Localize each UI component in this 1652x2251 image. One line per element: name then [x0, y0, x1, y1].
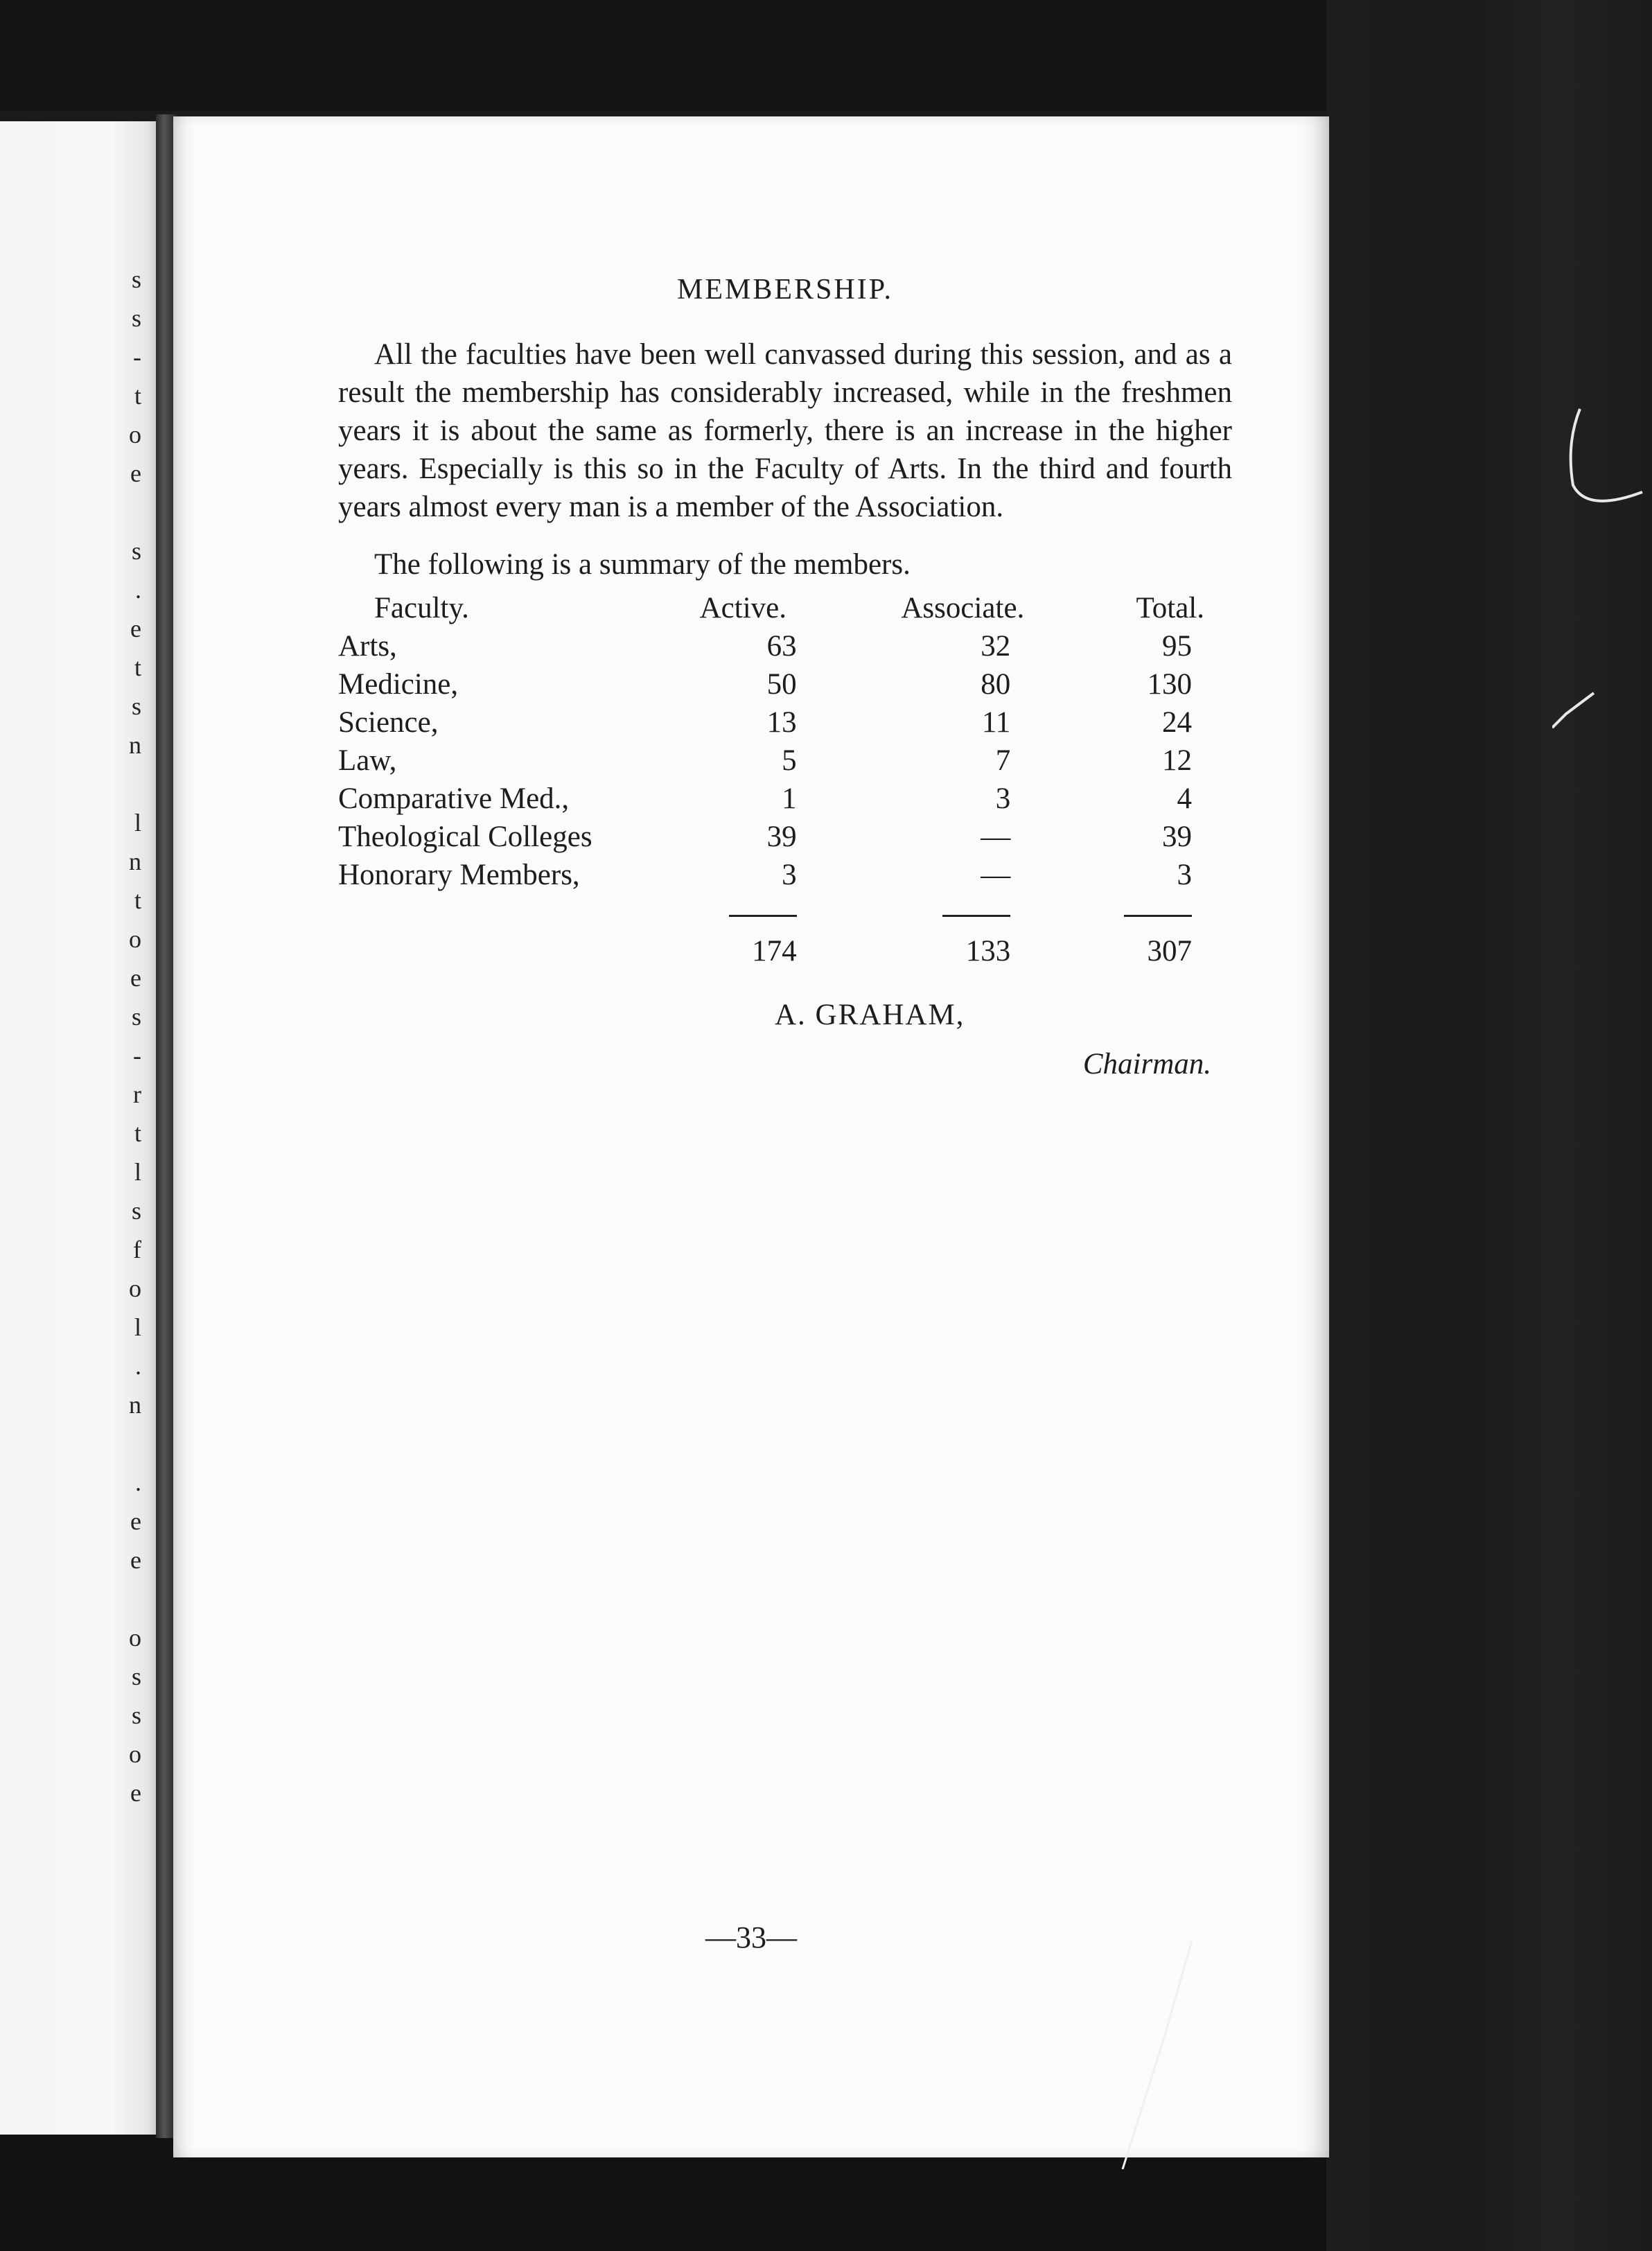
table-row — [338, 627, 1204, 665]
summary-intro: The following is a summary of the members. — [374, 548, 911, 581]
sum-rule — [942, 915, 1010, 917]
cell-total: 24 — [1162, 706, 1192, 739]
header-associate: Associate. — [901, 592, 1025, 624]
signature-title: Chairman. — [1082, 1048, 1211, 1080]
left-edge-letter: o — [129, 1624, 141, 1652]
left-edge-letter: o — [129, 1275, 141, 1302]
header-faculty: Faculty. — [374, 592, 469, 624]
cell-associate: — — [981, 821, 1011, 853]
table-header-row — [338, 589, 1204, 627]
table-row — [338, 780, 1204, 818]
cell-faculty: Medicine, — [338, 668, 459, 701]
left-edge-letter: o — [129, 421, 141, 448]
left-edge-letter: s — [131, 1701, 141, 1729]
left-edge-letter: l — [134, 1158, 141, 1186]
left-edge-letter: f — [133, 1236, 141, 1263]
left-edge-letter: o — [129, 1740, 141, 1768]
header-total: Total. — [1136, 592, 1204, 624]
left-edge-letter — [114, 1424, 141, 1463]
left-edge-letter: s — [131, 692, 141, 720]
cell-active: 63 — [766, 630, 797, 663]
left-edge-letter: . — [135, 1352, 141, 1380]
left-edge-letter: n — [129, 731, 141, 759]
header-active: Active. — [699, 592, 787, 624]
cell-active: 5 — [782, 744, 797, 777]
left-edge-letter — [114, 1579, 141, 1618]
left-edge-letter: e — [130, 964, 141, 992]
cell-associate: 80 — [981, 668, 1011, 701]
left-edge-letter: s — [131, 304, 141, 332]
total-active: 174 — [752, 935, 797, 967]
cell-faculty: Science, — [338, 706, 439, 739]
table-row — [338, 742, 1204, 780]
left-edge-letter: r — [133, 1080, 141, 1108]
left-edge-letter: - — [133, 1042, 141, 1069]
left-edge-letter: n — [129, 848, 141, 875]
left-edge-letter: e — [130, 615, 141, 642]
left-edge-letter: e — [130, 1779, 141, 1807]
left-edge-letter: s — [131, 537, 141, 565]
cell-active: 3 — [782, 859, 797, 891]
document-page — [173, 116, 1329, 2157]
left-edge-letter: t — [134, 654, 141, 681]
scan-background-right — [1326, 0, 1652, 2251]
left-page-edge-text — [114, 260, 141, 1812]
cell-faculty: Honorary Members, — [338, 859, 580, 891]
left-edge-letter: l — [134, 809, 141, 837]
table-row — [338, 665, 1204, 703]
sum-rule — [1124, 915, 1192, 917]
left-edge-letter: e — [130, 1507, 141, 1535]
cell-associate: — — [981, 859, 1011, 891]
left-edge-letter: l — [134, 1313, 141, 1341]
left-edge-letter: . — [135, 1469, 141, 1496]
cell-faculty: Law, — [338, 744, 397, 777]
left-edge-letter: o — [129, 925, 141, 953]
sum-rule — [729, 915, 797, 917]
left-edge-letter: s — [131, 1663, 141, 1690]
total-associate: 133 — [965, 935, 1011, 967]
left-facing-page — [0, 121, 161, 2135]
cell-active: 39 — [766, 821, 797, 853]
left-edge-letter: t — [134, 886, 141, 914]
page-content — [338, 273, 1232, 1081]
cell-total: 4 — [1177, 782, 1192, 815]
body-paragraph: All the faculties have been well canvassed during this session, and as a result the membership has considerably increased, while in the freshmen years it is about the same as formerly, there is an increase in the higher years. Especially is this so in the Faculty of Arts. In the third and fourth years almost every man is a member of the Association. — [338, 338, 1232, 523]
left-edge-letter — [114, 493, 141, 532]
cell-total: 12 — [1162, 744, 1192, 777]
table-row — [338, 818, 1204, 856]
cell-associate: 7 — [995, 744, 1011, 777]
left-edge-letter: t — [134, 382, 141, 410]
left-edge-letter: e — [130, 459, 141, 487]
cell-associate: 3 — [995, 782, 1011, 815]
table-row — [338, 856, 1204, 894]
page-heading: MEMBERSHIP. — [677, 274, 893, 306]
cell-total: 95 — [1162, 630, 1192, 663]
pen-mark-decoration — [1552, 402, 1649, 748]
page-number: —33— — [705, 1920, 797, 1954]
left-edge-letter: n — [129, 1391, 141, 1419]
left-edge-letter: s — [131, 1003, 141, 1031]
cell-faculty: Theological Colleges — [338, 821, 592, 853]
membership-table — [338, 589, 1204, 970]
cell-total: 3 — [1177, 859, 1192, 891]
cell-total: 130 — [1147, 668, 1192, 701]
signature-name: A. GRAHAM, — [775, 999, 965, 1031]
sum-rule-row — [338, 894, 1204, 932]
cell-faculty: Arts, — [338, 630, 397, 663]
cell-total: 39 — [1162, 821, 1192, 853]
table-row — [338, 703, 1204, 742]
left-edge-letter: s — [131, 1197, 141, 1225]
left-edge-letter — [114, 764, 141, 803]
cell-associate: 11 — [981, 706, 1011, 739]
cell-faculty: Comparative Med., — [338, 782, 570, 815]
left-edge-letter: t — [134, 1119, 141, 1147]
total-total: 307 — [1147, 935, 1192, 967]
left-edge-letter: - — [133, 343, 141, 371]
left-edge-letter: s — [131, 265, 141, 293]
cell-associate: 32 — [981, 630, 1011, 663]
left-edge-letter: e — [130, 1546, 141, 1574]
pen-scratch-decoration — [1088, 1941, 1199, 2169]
totals-row — [338, 932, 1204, 970]
cell-active: 13 — [766, 706, 797, 739]
left-edge-letter: . — [135, 576, 141, 604]
cell-active: 50 — [766, 668, 797, 701]
cell-active: 1 — [782, 782, 797, 815]
